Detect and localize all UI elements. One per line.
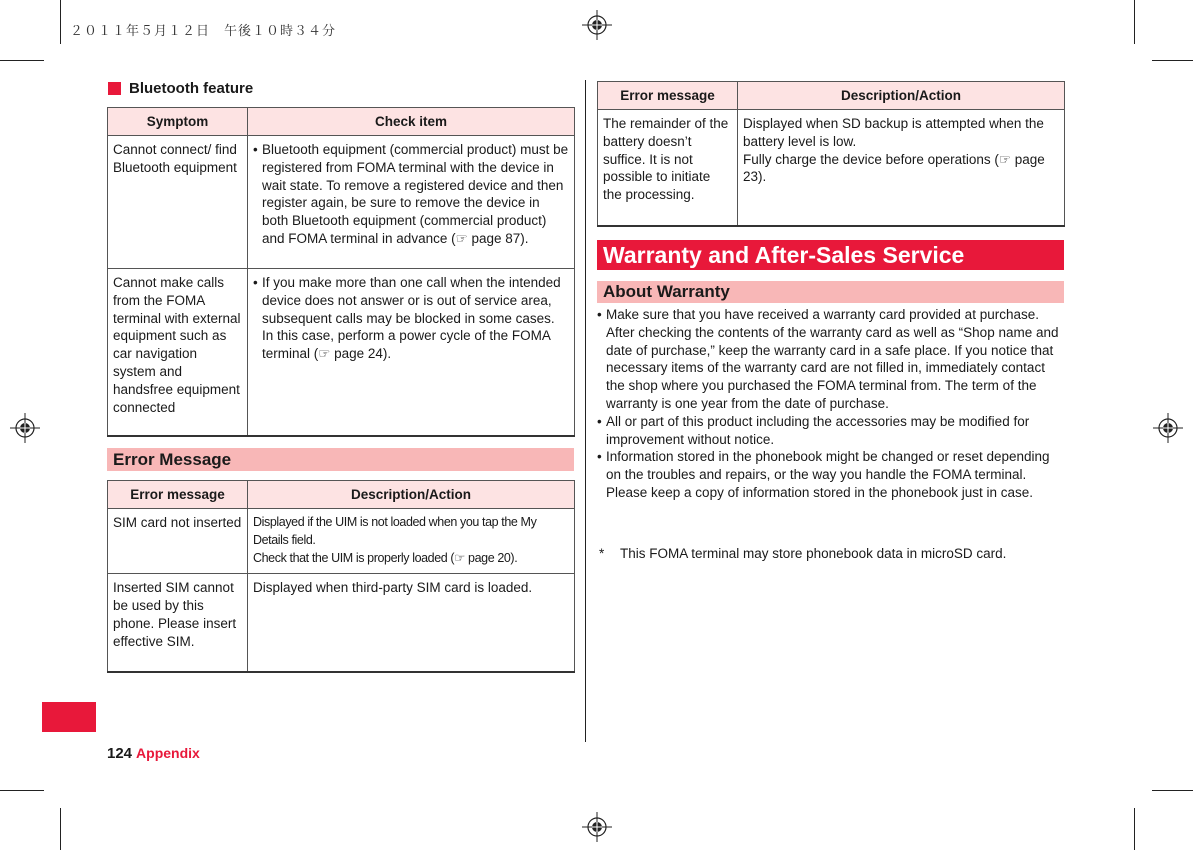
warranty-bullet: • Make sure that you have received a warranty card provided at purchase. After checking the contents of the warranty card as well as “Shop name and date of purchase,” keep the warranty card in a safe place. If you notice that necessary items of the warranty card are not filled in, immediately contact the shop where you purchased the FOMA terminal from. The term of the warranty is one year from the date of purchase. xyxy=(597,306,1061,413)
crop-mark xyxy=(0,60,44,61)
column-header: Symptom xyxy=(108,108,248,136)
check-item: • If you make more than one call when the intended device does not answer or is out of service area, subsequent calls may be blocked in some cases. In this case, perform a power cycle of the FOMA terminal (☞ page 24). xyxy=(253,274,569,363)
error-message-cell: Inserted SIM cannot be used by this phone. Please insert effective SIM. xyxy=(108,574,248,673)
registration-mark-icon xyxy=(10,413,40,443)
chapter-tab xyxy=(42,702,96,732)
page-footer xyxy=(107,745,200,762)
table-row xyxy=(108,136,575,269)
crop-mark xyxy=(1134,0,1135,44)
warranty-note xyxy=(599,546,1059,561)
column-header: Description/Action xyxy=(248,481,575,509)
column-header: Description/Action xyxy=(738,82,1065,110)
warranty-section-title: Warranty and After-Sales Service xyxy=(597,240,1064,270)
registration-mark-icon xyxy=(1153,413,1183,443)
symptom-cell: Cannot make calls from the FOMA terminal with external equipment such as car navigation system and handsfree equipment connected xyxy=(108,269,248,437)
error-message-cell: The remainder of the battery doesn’t suffice. It is not possible to initiate the processing. xyxy=(598,110,738,227)
crop-mark xyxy=(1152,60,1193,61)
table-row xyxy=(108,574,575,673)
check-cell xyxy=(248,269,575,437)
error-message-table xyxy=(107,480,575,673)
page-number: 124 xyxy=(107,745,133,762)
warranty-bullets xyxy=(597,306,1061,502)
crop-mark xyxy=(0,790,44,791)
check-cell xyxy=(248,136,575,269)
bluetooth-table xyxy=(107,107,575,437)
square-bullet-icon xyxy=(108,82,121,95)
description-line: Displayed when SD backup is attempted when the battery level is low. xyxy=(743,116,1044,149)
error-message-table-continued xyxy=(597,81,1065,227)
print-timestamp: ２０１１年５月１２日 午後１０時３４分 xyxy=(70,24,337,39)
bluetooth-title-text: Bluetooth feature xyxy=(129,80,254,97)
table-header-row xyxy=(108,108,575,136)
bluetooth-section-title xyxy=(108,80,253,97)
description-line: Fully charge the device before operations (☞ page 23). xyxy=(743,151,1045,185)
description-line: Displayed if the UIM is not loaded when you tap the My Details field. xyxy=(253,515,537,547)
crop-mark xyxy=(1134,808,1135,850)
column-header: Error message xyxy=(108,481,248,509)
description-line: Displayed when third-party SIM card is loaded. xyxy=(253,580,533,596)
table-header-row xyxy=(108,481,575,509)
note-text: This FOMA terminal may store phonebook data in microSD card. xyxy=(620,546,1007,561)
description-cell xyxy=(738,110,1065,227)
column-header: Error message xyxy=(598,82,738,110)
check-item: • Bluetooth equipment (commercial product) must be registered from FOMA terminal with the device in wait state. To remove a registered device and then register again, be sure to remove the device in both Bluetooth equipment (commercial product) and FOMA terminal in advance (☞ page 87). xyxy=(253,141,569,248)
table-header-row xyxy=(598,82,1065,110)
column-header: Check item xyxy=(248,108,575,136)
error-message-cell: SIM card not inserted xyxy=(108,509,248,574)
table-row xyxy=(598,110,1065,227)
description-line: Check that the UIM is properly loaded (☞ page 20). xyxy=(253,550,518,565)
crop-mark xyxy=(60,808,61,850)
page-section: Appendix xyxy=(136,745,200,761)
symptom-cell: Cannot connect/ find Bluetooth equipment xyxy=(108,136,248,269)
crop-mark xyxy=(60,0,61,44)
crop-mark xyxy=(1152,790,1193,791)
registration-mark-icon xyxy=(582,10,612,40)
table-row xyxy=(108,509,575,574)
warranty-bullet: • All or part of this product including the accessories may be modified for improvement without notice. xyxy=(597,413,1061,449)
column-divider xyxy=(585,80,586,742)
registration-mark-icon xyxy=(582,812,612,842)
error-message-heading: Error Message xyxy=(107,448,574,471)
warranty-bullet: • Information stored in the phonebook might be changed or reset depending on the troubles and repairs, or the way you handle the FOMA terminal. Please keep a copy of information stored in the phonebook just in case. xyxy=(597,448,1061,501)
about-warranty-heading: About Warranty xyxy=(597,281,1064,303)
note-mark: * xyxy=(599,546,605,561)
description-cell xyxy=(248,574,575,673)
table-row xyxy=(108,269,575,437)
description-cell xyxy=(248,509,575,574)
